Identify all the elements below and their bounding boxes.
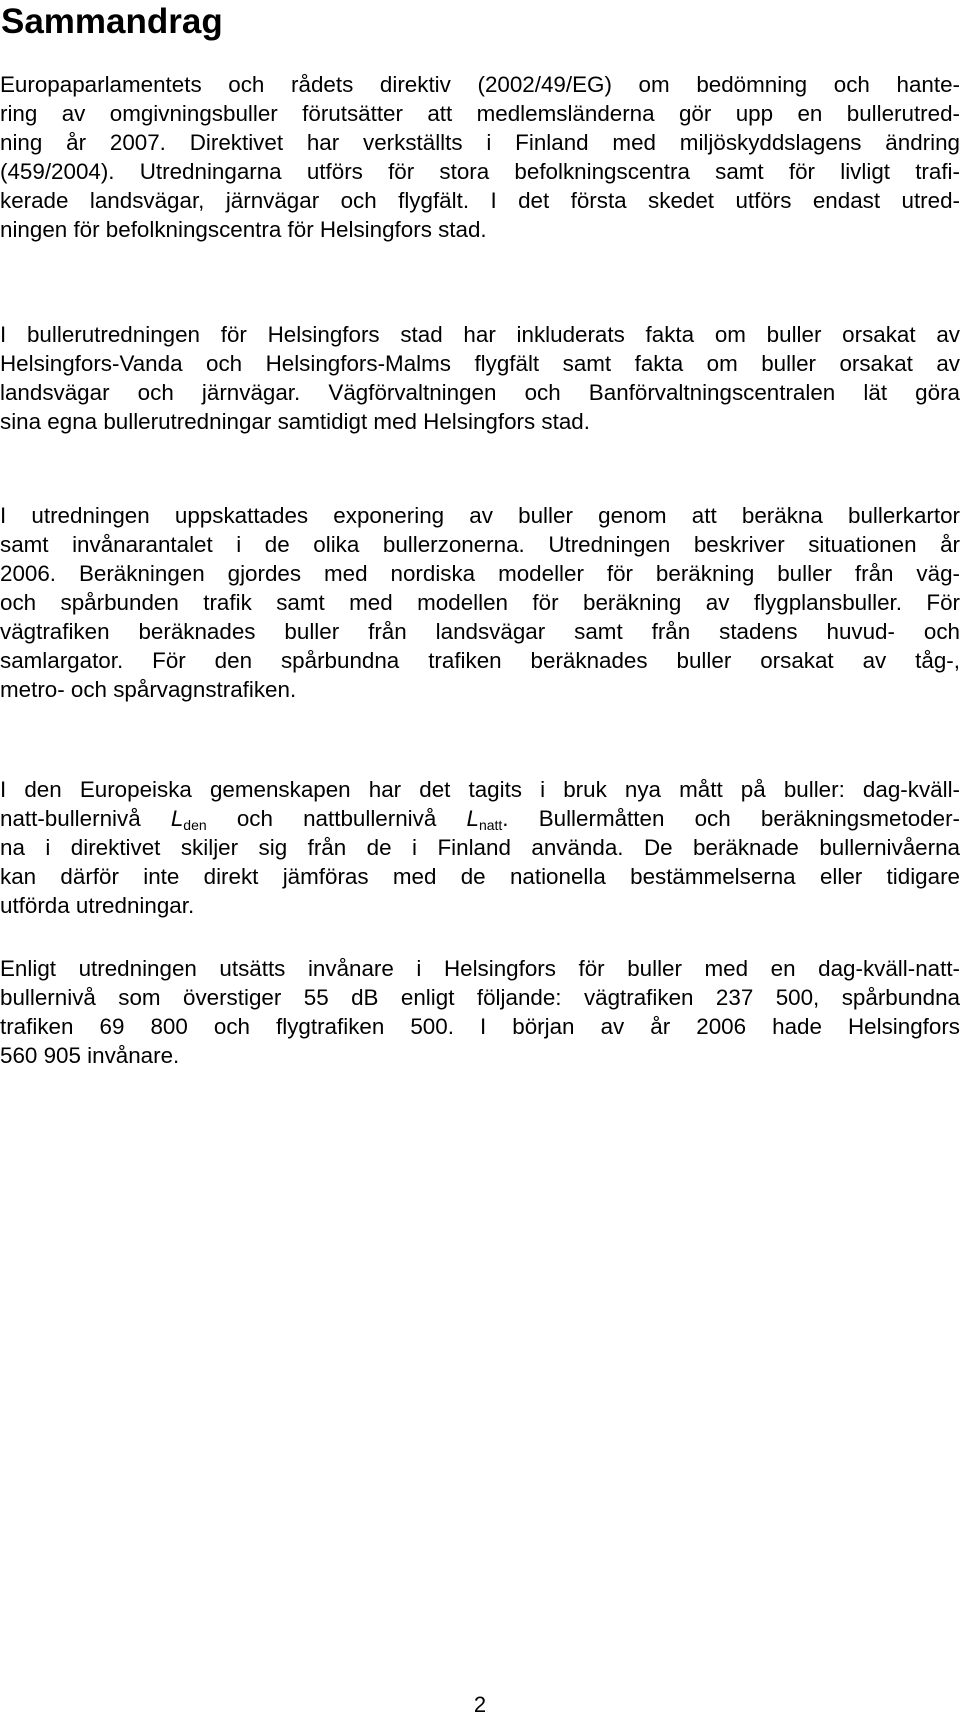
text-line: ningen för befolkningscentra för Helsingfors stad. [0, 217, 487, 242]
text-line: na i direktivet skiljer sig från de i Finland använda. De beräknade bullernivåerna [0, 835, 960, 860]
text-line: landsvägar och järnvägar. Vägförvaltningen och Banförvaltningscentralen lät göra [0, 380, 960, 405]
subscript-natt: natt [478, 817, 503, 833]
text-line: trafiken 69 800 och flygtrafiken 500. I början av år 2006 hade Helsingfors [0, 1014, 960, 1039]
symbol-l-den: L [170, 806, 184, 831]
paragraph-methods [0, 501, 960, 704]
text-segment: och nattbullernivå [206, 806, 467, 831]
text-line: samt invånarantalet i de olika bullerzonerna. Utredningen beskriver situationen år [0, 532, 960, 557]
page-title: Sammandrag [1, 2, 223, 41]
text-line: utförda utredningar. [0, 893, 195, 918]
text-line: I bullerutredningen för Helsingfors stad har inkluderats fakta om buller orsakat av [0, 322, 960, 347]
text-segment: natt-bullernivå [0, 806, 171, 831]
text-line: metro- och spårvagnstrafiken. [0, 677, 297, 702]
paragraph-noise-measures [0, 775, 960, 920]
text-line: sina egna bullerutredningar samtidigt med Helsingfors stad. [0, 409, 590, 434]
paragraph-helsinki-survey [0, 320, 960, 436]
text-line: ring av omgivningsbuller förutsätter att medlemsländerna gör upp en bullerutred- [0, 101, 960, 126]
text-line: och spårbunden trafik samt med modellen för beräkning av flygplansbuller. För [0, 590, 960, 615]
text-line: kerade landsvägar, järnvägar och flygfält. I det första skedet utförs endast utred- [0, 188, 960, 213]
text-line-with-symbols [0, 804, 960, 833]
text-line: I den Europeiska gemenskapen har det tagits i bruk nya mått på buller: dag-kväll- [0, 777, 960, 802]
subscript-den: den [183, 817, 207, 833]
text-line: kan därför inte direkt jämföras med de nationella bestämmelserna eller tidigare [0, 864, 960, 889]
text-line: 2006. Beräkningen gjordes med nordiska modeller för beräkning buller från väg- [0, 561, 960, 586]
text-line: bullernivå som överstiger 55 dB enligt följande: vägtrafiken 237 500, spårbundna [0, 985, 960, 1010]
text-line: Enligt utredningen utsätts invånare i Helsingfors för buller med en dag-kväll-natt- [0, 956, 960, 981]
paragraph-exposure-results [0, 954, 960, 1070]
symbol-l-natt: L [466, 806, 479, 831]
text-line: samlargator. För den spårbundna trafiken beräknades buller orsakat av tåg-, [0, 648, 960, 673]
text-line: I utredningen uppskattades exponering av buller genom att beräkna bullerkartor [0, 503, 960, 528]
text-line: (459/2004). Utredningarna utförs för stora befolkningscentra samt för livligt trafi- [0, 159, 960, 184]
text-line: Europaparlamentets och rådets direktiv (2002/49/EG) om bedömning och hante- [0, 72, 960, 97]
text-line: vägtrafiken beräknades buller från landsvägar samt från stadens huvud- och [0, 619, 960, 644]
paragraph-directive [0, 70, 960, 244]
page-number: 2 [473, 1692, 487, 1717]
text-segment: . Bullermåtten och beräkningsmetoder- [502, 806, 960, 831]
text-line: Helsingfors-Vanda och Helsingfors-Malms flygfält samt fakta om buller orsakat av [0, 351, 960, 376]
text-line: ning år 2007. Direktivet har verkställts i Finland med miljöskyddslagens ändring [0, 130, 960, 155]
text-line: 560 905 invånare. [0, 1043, 180, 1068]
